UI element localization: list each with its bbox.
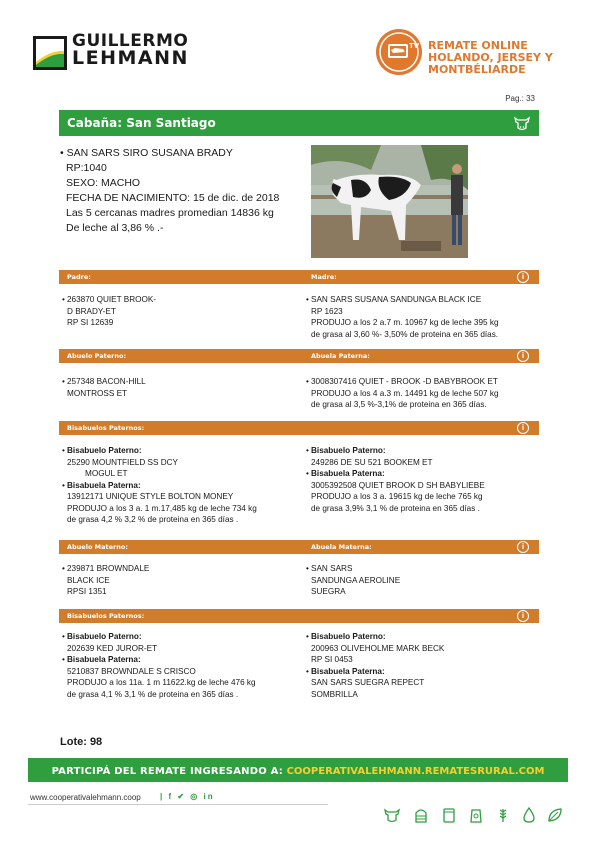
padre-label: Padre: <box>67 273 91 281</box>
bisabuelos-maternos-right: • Bisabuelo Paterno: 200963 OLIVEHOLME MARK BECK RP SI 0453 • Bisabuela Paterna: SAN SARS SUEGRA REPECT SOMBRILLA <box>311 631 539 700</box>
cabana-title-bar <box>59 110 539 136</box>
grain-bag-icon <box>467 806 485 824</box>
abuelos-maternos-bar <box>59 540 539 554</box>
abuelo-paterno-line: 257348 BACON-HILL <box>67 377 146 386</box>
bisabuelos-paternos-left: • Bisabuelo Paterno: 25290 MOUNTFIELD SS DCY MOGUL ET • Bisabuela Paterna: 13912171 UNIQUE STYLE BOLTON MONEY PRODUJO a los 3 a. 1 m.17,485 kg de leche 734 kg de grasa 4,2 % 3,2 % de proteina en 365 días . <box>67 445 302 526</box>
madre-line: SAN SARS SUSANA SANDUNGA BLACK ICE <box>311 295 482 304</box>
bisabuela-line: SOMBRILLA <box>311 689 358 699</box>
bisabuelo-line: 249286 DE SU 521 BOOKEM ET <box>311 457 433 467</box>
bisabuela-heading: Bisabuela Paterna: <box>67 655 141 664</box>
bisabuelo-line: MOGUL ET <box>85 469 128 478</box>
abuela-paterna-line: de grasa al 3,5 %-3,1% de proteina en 365 días. <box>311 400 487 409</box>
bisabuelos-maternos-left: • Bisabuelo Paterno: 202639 KED JUROR-ET • Bisabuela Paterna: 5210837 BROWNDALE S CRISCO PRODUJO a los 11a. 1 m 11622.kg de leche 476 kg de grasa 4,1 % 3,1 % de proteina en 365 días . <box>67 631 302 700</box>
page-number: Pag.: 33 <box>505 94 535 103</box>
footer-cta-url[interactable]: COOPERATIVALEHMANN.REMATESRURAL.COM <box>286 766 545 777</box>
cabana-title: Cabaña: San Santiago <box>67 116 216 130</box>
bisabuelo-line: 202639 KED JUROR-ET <box>67 643 158 653</box>
bisabuela-line: de grasa 3,9% 3,1 % de proteina en 365 días . <box>311 503 480 513</box>
abuelo-materno-line: RPSI 1351 <box>67 587 107 596</box>
abuelo-paterno-details: • 257348 BACON-HILL MONTROSS ET <box>67 376 297 399</box>
lehmann-logo-icon <box>33 36 67 70</box>
remate-title <box>428 40 595 76</box>
abuela-paterna-label: Abuela Paterna: <box>311 352 370 360</box>
bisabuelos-maternos-bar <box>59 609 539 623</box>
website-link[interactable]: www.cooperativalehmann.coop <box>30 793 141 802</box>
animal-info <box>60 146 300 236</box>
cow-icon <box>513 114 531 132</box>
bisabuela-heading: Bisabuela Paterna: <box>311 666 385 676</box>
abuelos-paternos-bar <box>59 349 539 363</box>
bisabuelos-label: Bisabuelos Paternos: <box>67 424 145 432</box>
bisabuela-heading: Bisabuela Paterna: <box>311 469 385 478</box>
bisabuela-line: PRODUJO a los 11a. 1 m 11622.kg de leche 476 kg <box>67 678 256 687</box>
bisabuelo-line: RP SI 0453 <box>311 655 353 664</box>
svg-text:TV: TV <box>409 42 420 50</box>
bisabuela-line: de grasa 4,2 % 3,2 % de proteina en 365 días . <box>67 515 239 524</box>
bisabuela-heading: Bisabuela Paterna: <box>67 480 141 490</box>
animal-line: De leche al 3,86 % .- <box>66 222 164 234</box>
info-icon[interactable]: i <box>517 350 529 362</box>
bisabuela-line: 5210837 BROWNDALE S CRISCO <box>67 666 196 676</box>
abuelo-materno-line: BLACK ICE <box>67 575 110 585</box>
bisabuela-line: 3005392508 QUIET BROOK D SH BABYLIEBE <box>311 480 485 490</box>
abuela-paterna-line: PRODUJO a los 4 a.3 m. 14491 kg de leche 507 kg <box>311 388 499 398</box>
feed-bag-icon <box>440 806 458 824</box>
footer-cta-text: PARTICIPÁ DEL REMATE INGRESANDO A: <box>51 766 287 777</box>
animal-line: Las 5 cercanas madres promedian 14836 kg <box>66 207 274 219</box>
lehmann-wordmark <box>72 33 189 67</box>
padre-line: D BRADY-ET <box>67 306 116 316</box>
bisabuelo-line: 200963 OLIVEHOLME MARK BECK <box>311 643 445 653</box>
wheat-icon <box>494 806 512 824</box>
bisabuelo-heading: Bisabuelo Paterno: <box>311 632 386 641</box>
abuela-paterna-details: • 3008307416 QUIET - BROOK -D BABYBROOK ET PRODUJO a los 4 a.3 m. 14491 kg de leche 507 kg de grasa al 3,5 %-3,1% de proteina en 365 días. <box>311 376 539 411</box>
lote-number: Lote: 98 <box>60 736 103 748</box>
padres-bar <box>59 270 539 284</box>
abuela-materna-details: • SAN SARS SANDUNGA AEROLINE SUEGRA <box>311 563 539 598</box>
animal-line: FECHA DE NACIMIENTO: 15 de dic. de 2018 <box>66 192 280 204</box>
bisabuelos-paternos-bar <box>59 421 539 435</box>
info-icon[interactable]: i <box>517 422 529 434</box>
bisabuelos-label: Bisabuelos Paternos: <box>67 612 145 620</box>
silo-icon <box>412 806 430 824</box>
leaf-icon <box>546 806 564 824</box>
animal-line: RP:1040 <box>66 162 107 174</box>
abuela-materna-label: Abuela Materna: <box>311 543 372 551</box>
remate-tv-icon <box>375 28 423 76</box>
madre-details: • SAN SARS SUSANA SANDUNGA BLACK ICE RP 1623 PRODUJO a los 2 a.7 m. 10967 kg de leche 395 kg de grasa al 3,60 %- 3,50% de proteina en 365 días. <box>311 294 539 340</box>
abuelo-materno-label: Abuelo Materno: <box>67 543 128 551</box>
madre-line: PRODUJO a los 2 a.7 m. 10967 kg de leche 395 kg <box>311 318 499 327</box>
bisabuelo-heading: Bisabuelo Paterno: <box>67 446 142 455</box>
remate-line2: HOLANDO, JERSEY Y MONTBÉLIARDE <box>428 51 553 76</box>
footer-cta-bar[interactable] <box>28 758 568 782</box>
bisabuelo-heading: Bisabuelo Paterno: <box>311 446 386 455</box>
logo-line2: LEHMANN <box>72 47 189 69</box>
animal-line: • SAN SARS SIRO SUSANA BRADY <box>60 147 233 159</box>
abuelo-materno-line: 239871 BROWNDALE <box>67 564 150 573</box>
drop-icon <box>520 806 538 824</box>
bisabuela-line: PRODUJO a los 3 a. 1 m.17,485 kg de leche 734 kg <box>67 503 257 513</box>
padre-line: 263870 QUIET BROOK- <box>67 295 157 304</box>
abuelo-materno-details: • 239871 BROWNDALE BLACK ICE RPSI 1351 <box>67 563 297 598</box>
abuelo-paterno-line: MONTROSS ET <box>67 388 128 398</box>
info-icon[interactable]: i <box>517 610 529 622</box>
info-icon[interactable]: i <box>517 541 529 553</box>
bisabuela-line: de grasa 4,1 % 3,1 % de proteina en 365 días . <box>67 689 239 699</box>
abuelo-paterno-label: Abuelo Paterno: <box>67 352 127 360</box>
social-links[interactable]: | f ✔ ◎ in <box>160 792 215 801</box>
madre-line: RP 1623 <box>311 306 343 316</box>
abuela-materna-line: SUEGRA <box>311 587 346 596</box>
bisabuelo-line: 25290 MOUNTFIELD SS DCY <box>67 457 179 467</box>
bisabuelo-heading: Bisabuelo Paterno: <box>67 632 142 641</box>
animal-photo <box>311 145 468 258</box>
footer-divider <box>28 804 328 805</box>
remate-line1: REMATE ONLINE <box>428 39 528 52</box>
bisabuela-line: SAN SARS SUEGRA REPECT <box>311 678 425 687</box>
logo-line1: GUILLERMO <box>72 31 189 51</box>
abuela-materna-line: SANDUNGA AEROLINE <box>311 575 401 585</box>
bisabuela-line: PRODUJO a los 3 a. 19615 kg de leche 765 kg <box>311 492 483 501</box>
abuela-materna-line: SAN SARS <box>311 564 353 573</box>
bisabuela-line: 13912171 UNIQUE STYLE BOLTON MONEY <box>67 492 234 501</box>
madre-label: Madre: <box>311 273 337 281</box>
padre-details: • 263870 QUIET BROOK- D BRADY-ET RP SI 12639 <box>67 294 297 329</box>
animal-line: SEXO: MACHO <box>66 177 141 189</box>
cow-icon <box>383 806 401 824</box>
abuela-paterna-line: 3008307416 QUIET - BROOK -D BABYBROOK ET <box>311 377 498 386</box>
padre-line: RP SI 12639 <box>67 318 114 327</box>
madre-line: de grasa al 3,60 %- 3,50% de proteina en 365 días. <box>311 329 499 339</box>
bisabuelos-paternos-right: • Bisabuelo Paterno: 249286 DE SU 521 BOOKEM ET • Bisabuela Paterna: 3005392508 QUIET BROOK D SH BABYLIEBE PRODUJO a los 3 a. 19615 kg de leche 765 kg de grasa 3,9% 3,1 % de proteina en 365 días . <box>311 445 539 514</box>
info-icon[interactable]: i <box>517 271 529 283</box>
